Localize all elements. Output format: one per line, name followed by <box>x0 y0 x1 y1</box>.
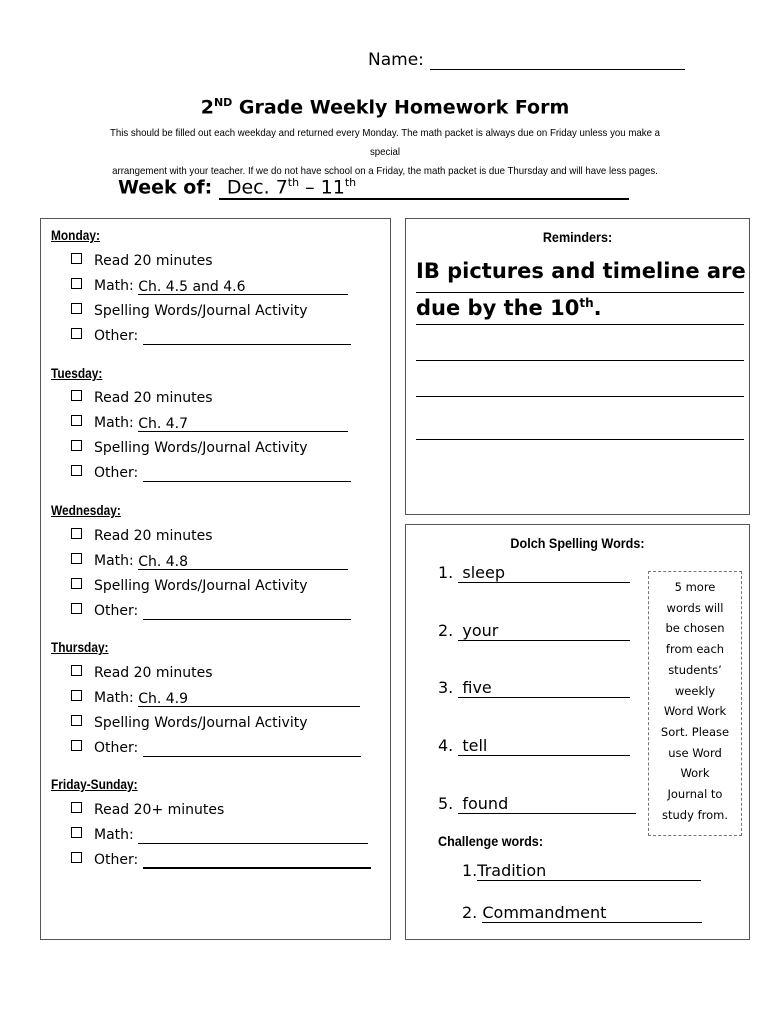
day-heading-friday-sunday: Friday-Sunday: <box>51 776 138 792</box>
monday-spelling-label: Spelling Words/Journal Activity <box>94 303 308 319</box>
thursday-other-item[interactable] <box>71 739 361 757</box>
title-grade-sup: ND <box>213 96 233 109</box>
thursday-read-item[interactable] <box>71 664 213 682</box>
reminder-line-1: IB pictures and timeline are <box>416 259 746 283</box>
note-line: Sort. Please <box>660 724 730 739</box>
wednesday-math-item[interactable] <box>71 552 348 570</box>
challenge-word-number: 1. <box>462 861 478 880</box>
reminder-line-2-end: . <box>593 296 602 320</box>
week-start-sup: th <box>287 176 300 189</box>
week-start: Dec. 7 <box>226 176 288 199</box>
friday-read-label: Read 20+ minutes <box>94 802 225 818</box>
note-line: words will <box>666 600 724 615</box>
reminder-rule-1 <box>416 292 744 293</box>
week-end-sup: th <box>344 176 357 189</box>
wednesday-other-item[interactable] <box>71 602 351 620</box>
friday-math-blank[interactable] <box>138 827 368 844</box>
name-field-row <box>368 50 685 70</box>
day-heading-tuesday: Tuesday: <box>51 365 103 381</box>
note-line: use Word <box>668 745 722 760</box>
name-label: Name: <box>368 50 424 70</box>
tuesday-spelling-item[interactable] <box>71 439 308 457</box>
monday-other-label: Other: <box>94 328 139 344</box>
checkbox[interactable] <box>71 465 82 476</box>
instructions-line-1: This should be filled out each weekday and returned every Monday. The math packet is always due on Friday unless you make a special <box>109 127 661 158</box>
wednesday-math-value[interactable]: Ch. 4.8 <box>138 553 348 570</box>
spelling-word-number: 2. <box>438 621 454 640</box>
note-line: Journal to <box>667 787 723 802</box>
wednesday-read-label: Read 20 minutes <box>94 528 213 544</box>
reminder-rule-5 <box>416 439 744 440</box>
friday-other-label: Other: <box>94 852 139 868</box>
spelling-word-text: your <box>458 621 630 641</box>
checkbox[interactable] <box>71 740 82 751</box>
friday-other-blank[interactable] <box>143 851 371 869</box>
friday-math-item[interactable] <box>71 826 368 844</box>
tuesday-spelling-label: Spelling Words/Journal Activity <box>94 440 308 456</box>
title-text: Grade Weekly Homework Form <box>232 96 570 119</box>
spelling-word <box>438 678 630 698</box>
note-line: 5 more <box>674 580 716 594</box>
reminder-line-2 <box>416 296 602 320</box>
checkbox[interactable] <box>71 852 82 863</box>
note-line: Word Work <box>663 704 727 719</box>
spelling-word-number: 1. <box>438 563 454 582</box>
friday-read-item[interactable] <box>71 801 224 819</box>
checkbox[interactable] <box>71 665 82 676</box>
note-line: study from. <box>662 807 728 822</box>
note-line: students’ <box>668 662 722 677</box>
friday-math-label: Math: <box>94 827 134 843</box>
wednesday-other-blank[interactable] <box>143 603 351 620</box>
tuesday-read-label: Read 20 minutes <box>94 390 213 406</box>
monday-other-item[interactable] <box>71 327 351 345</box>
thursday-math-label: Math: <box>94 690 134 706</box>
note-line: weekly <box>674 683 716 698</box>
spelling-word-number: 4. <box>438 736 454 755</box>
week-of-row <box>118 176 629 200</box>
challenge-word <box>462 903 702 923</box>
checkbox[interactable] <box>71 328 82 339</box>
reminder-rule-3 <box>416 360 744 361</box>
checkbox[interactable] <box>71 440 82 451</box>
reminders-box <box>405 218 750 515</box>
thursday-math-value[interactable]: Ch. 4.9 <box>138 690 360 707</box>
title-grade: 2 <box>200 96 214 119</box>
challenge-word <box>462 861 701 881</box>
spelling-word <box>438 563 630 583</box>
monday-read-label: Read 20 minutes <box>94 253 213 269</box>
week-label: Week of: <box>118 176 213 199</box>
checkbox[interactable] <box>71 578 82 589</box>
monday-read-item[interactable] <box>71 252 213 270</box>
note-line: from each <box>665 642 725 657</box>
thursday-math-item[interactable] <box>71 689 360 707</box>
day-heading-thursday: Thursday: <box>51 639 109 655</box>
instructions <box>95 124 675 181</box>
thursday-read-label: Read 20 minutes <box>94 665 213 681</box>
wednesday-spelling-label: Spelling Words/Journal Activity <box>94 578 308 594</box>
tuesday-other-label: Other: <box>94 465 139 481</box>
week-value[interactable] <box>219 176 629 200</box>
checkbox[interactable] <box>71 253 82 264</box>
checkbox[interactable] <box>71 603 82 614</box>
name-blank[interactable] <box>430 51 685 70</box>
spelling-word-text: five <box>458 678 630 698</box>
spelling-word <box>438 621 630 641</box>
spelling-word-text: tell <box>458 736 630 756</box>
friday-other-item[interactable] <box>71 851 371 869</box>
wednesday-math-label: Math: <box>94 553 134 569</box>
spelling-word-number: 5. <box>438 794 454 813</box>
reminders-title: Reminders: <box>542 229 613 245</box>
page-title <box>0 96 770 118</box>
checkbox[interactable] <box>71 415 82 426</box>
tuesday-other-blank[interactable] <box>143 465 351 482</box>
wednesday-other-label: Other: <box>94 603 139 619</box>
day-heading-wednesday: Wednesday: <box>51 502 121 518</box>
challenge-word-text: Commandment <box>482 903 702 923</box>
checkbox[interactable] <box>71 390 82 401</box>
challenge-word-text: Tradition <box>477 861 701 881</box>
reminder-rule-2 <box>416 324 744 325</box>
thursday-other-blank[interactable] <box>143 740 361 757</box>
checkbox[interactable] <box>71 802 82 813</box>
spelling-word <box>438 736 630 756</box>
monday-math-item[interactable] <box>71 277 348 295</box>
spelling-word-text: sleep <box>458 563 630 583</box>
dolch-title: Dolch Spelling Words: <box>510 535 645 551</box>
monday-spelling-item[interactable] <box>71 302 308 320</box>
monday-math-label: Math: <box>94 278 134 294</box>
tuesday-read-item[interactable] <box>71 389 213 407</box>
reminder-line-2-text: due by the 10 <box>416 296 580 320</box>
challenge-word-number: 2. <box>462 903 478 922</box>
spelling-word-text: found <box>458 794 636 814</box>
monday-math-value[interactable]: Ch. 4.5 and 4.6 <box>138 278 348 295</box>
tuesday-math-item[interactable] <box>71 414 348 432</box>
word-work-note <box>648 571 742 836</box>
wednesday-read-item[interactable] <box>71 527 213 545</box>
challenge-words-title: Challenge words: <box>438 833 544 849</box>
note-line: Work <box>680 766 710 781</box>
checkbox[interactable] <box>71 278 82 289</box>
checkbox[interactable] <box>71 827 82 838</box>
spelling-word <box>438 794 636 814</box>
dolch-spelling-box <box>405 524 750 940</box>
tuesday-other-item[interactable] <box>71 464 351 482</box>
day-heading-monday: Monday: <box>51 227 100 243</box>
monday-other-blank[interactable] <box>143 328 351 345</box>
reminder-rule-4 <box>416 396 744 397</box>
checkbox[interactable] <box>71 528 82 539</box>
thursday-spelling-item[interactable] <box>71 714 308 732</box>
note-line: be chosen <box>665 621 725 636</box>
tuesday-math-label: Math: <box>94 415 134 431</box>
instructions-line-2: arrangement with your teacher. If we do not have school on a Friday, the math packet is due Thursday and will have less pages. <box>112 165 658 177</box>
checkbox[interactable] <box>71 303 82 314</box>
thursday-spelling-label: Spelling Words/Journal Activity <box>94 715 308 731</box>
spelling-word-number: 3. <box>438 678 454 697</box>
checkbox[interactable] <box>71 690 82 701</box>
wednesday-spelling-item[interactable] <box>71 577 308 595</box>
checkbox[interactable] <box>71 553 82 564</box>
daily-homework-box <box>40 218 391 940</box>
checkbox[interactable] <box>71 715 82 726</box>
reminder-line-2-sup: th <box>579 296 594 310</box>
week-end: – 11 <box>299 176 345 199</box>
tuesday-math-value[interactable]: Ch. 4.7 <box>138 415 348 432</box>
thursday-other-label: Other: <box>94 740 139 756</box>
